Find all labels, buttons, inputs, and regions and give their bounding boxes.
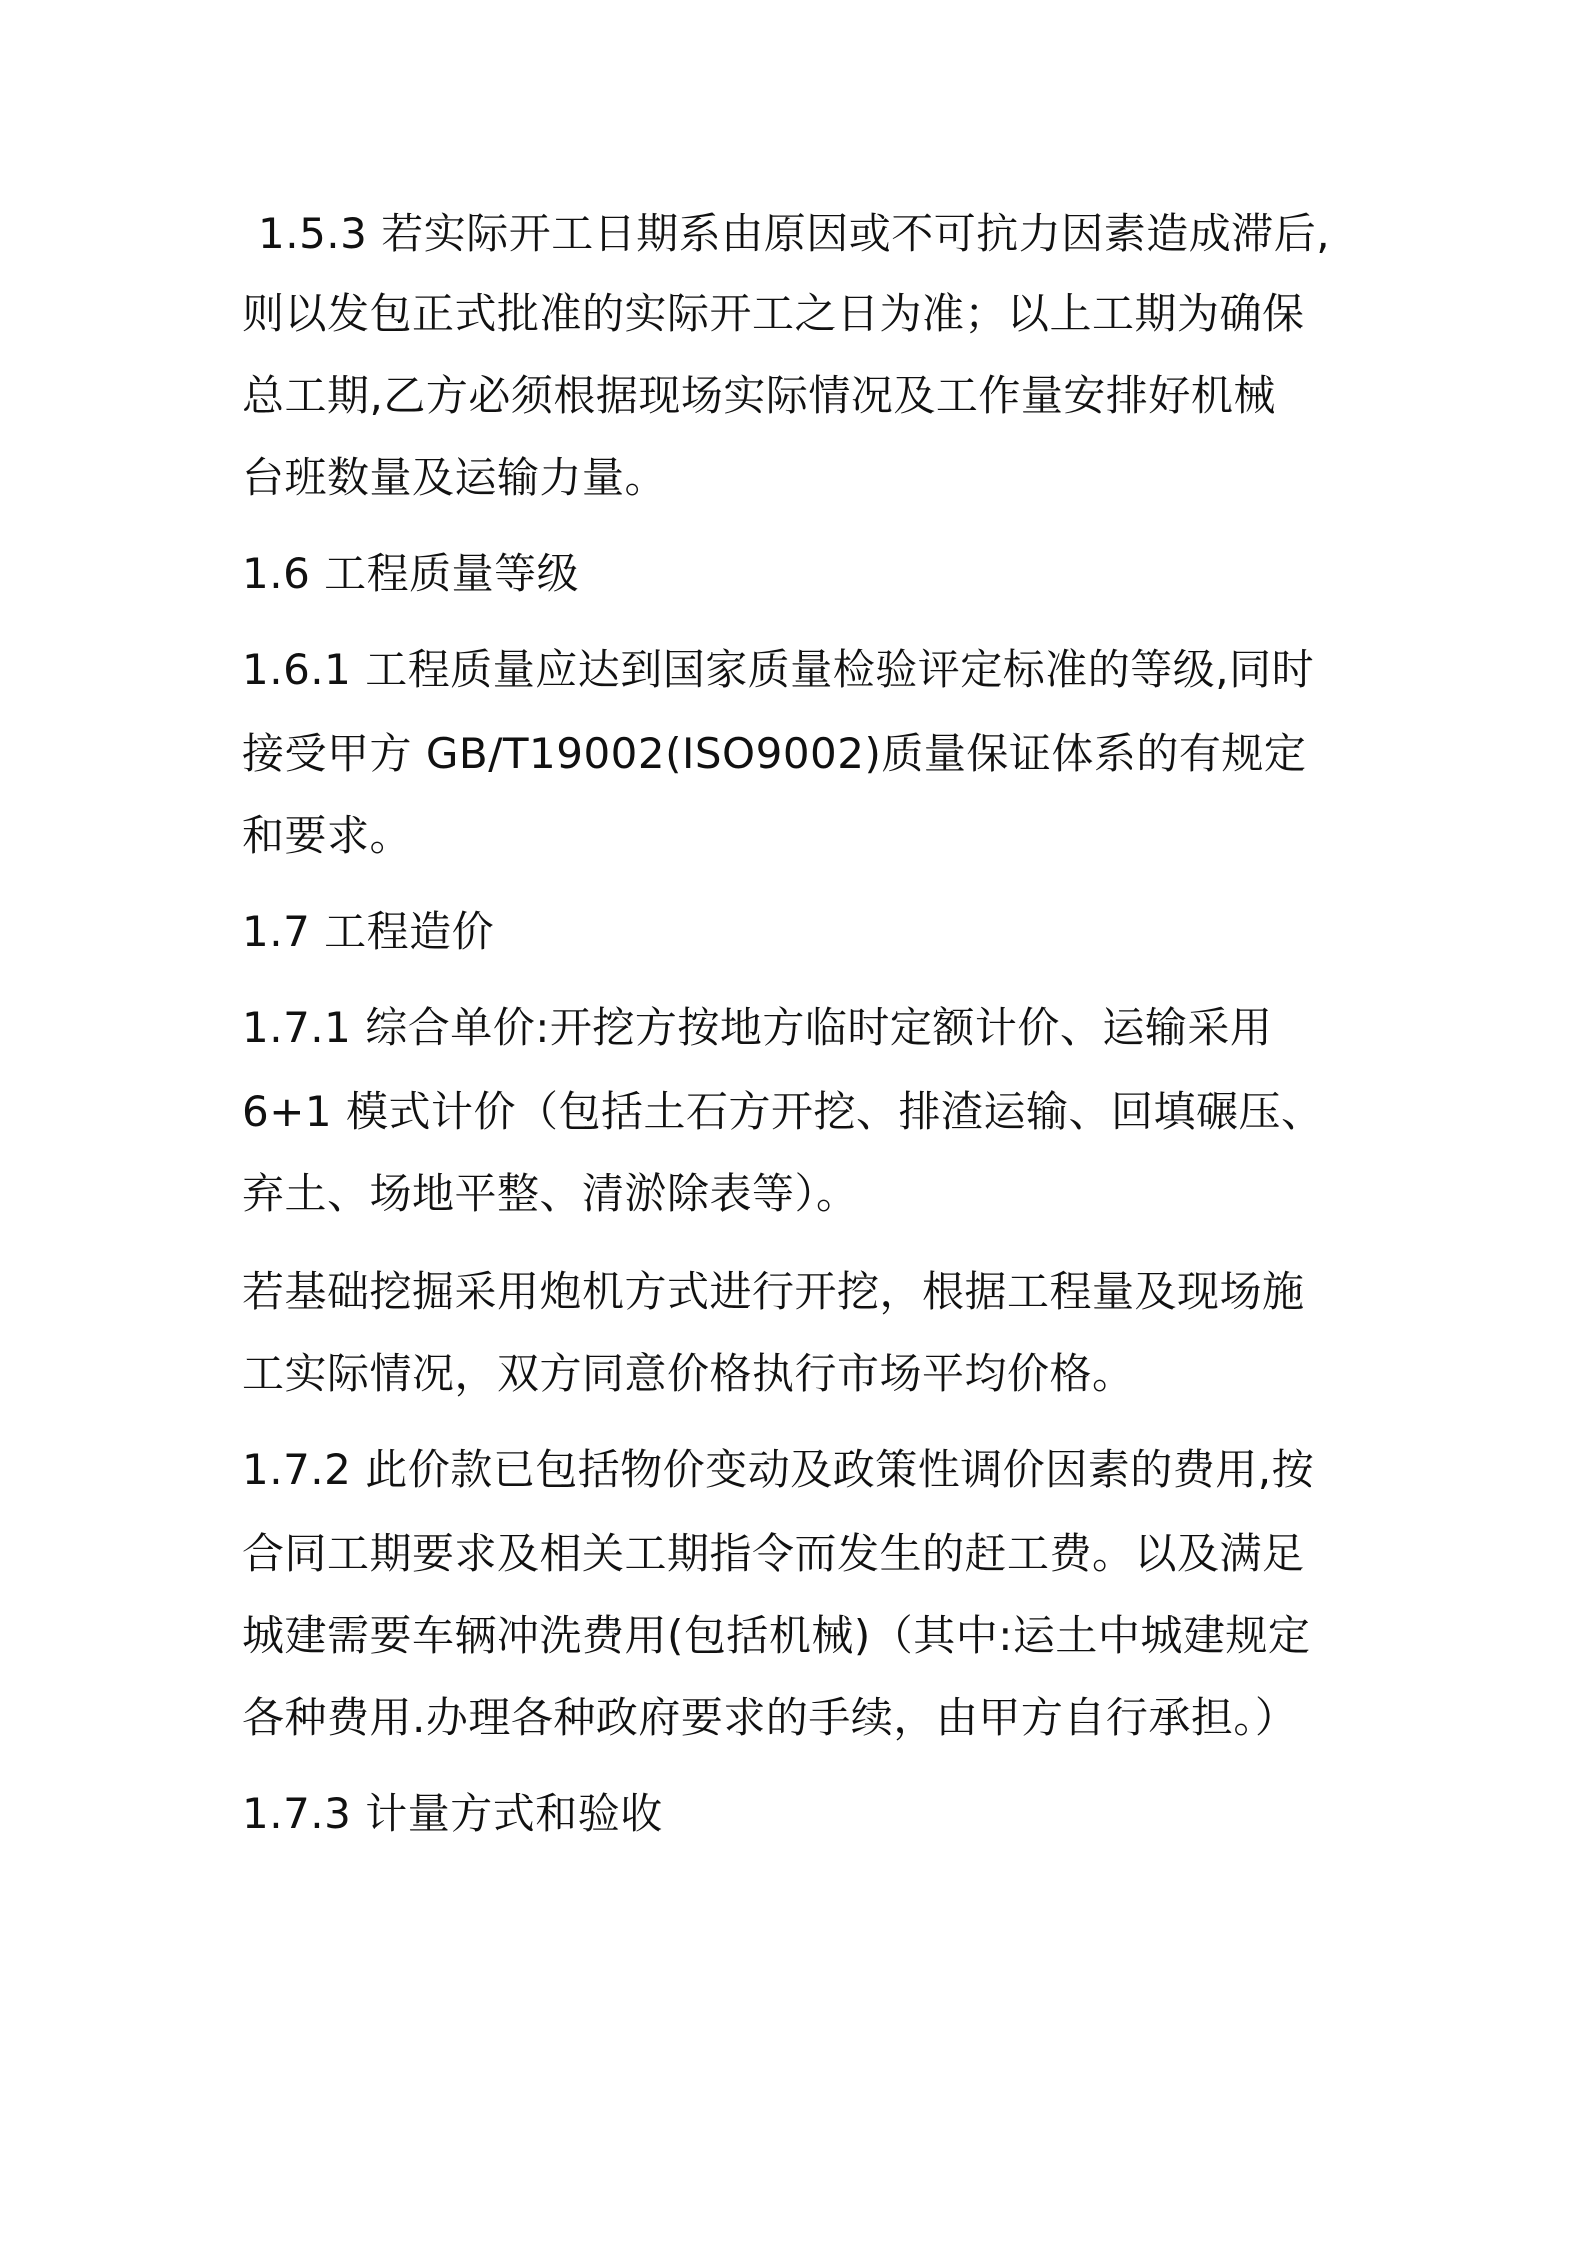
text-line: 工实际情况，双方同意价格执行市场平均价格。: [242, 1349, 1135, 1398]
text-line: 接受甲方 GB/T19002(ISO9002)质量保证体系的有规定: [242, 729, 1307, 778]
text-line: 弃土、场地平整、清淤除表等）。: [242, 1169, 859, 1218]
text-line-clause-1-7-1: 1.7.1 综合单价:开挖方按地方临时定额计价、运输采用: [242, 1003, 1273, 1052]
section-heading-1-7-3: 1.7.3 计量方式和验收: [242, 1789, 663, 1838]
text-line: 6+1 模式计价（包括土石方开挖、排渣运输、回填碾压、: [242, 1087, 1324, 1136]
text-line: 台班数量及运输力量。: [242, 453, 668, 502]
text-line: 各种费用.办理各种政府要求的手续，由甲方自行承担。）: [242, 1693, 1298, 1742]
text-line: 则以发包正式批准的实际开工之日为准；以上工期为确保: [242, 289, 1305, 338]
text-line: 和要求。: [242, 811, 413, 860]
text-line-clause-1-6-1: 1.6.1 工程质量应达到国家质量检验评定标准的等级,同时: [242, 645, 1315, 694]
section-heading-1-6: 1.6 工程质量等级: [242, 549, 580, 598]
text-line: 总工期,乙方必须根据现场实际情况及工作量安排好机械: [242, 371, 1276, 420]
text-line-clause-1-5-3: 1.5.3 若实际开工日期系由原因或不可抗力因素造成滞后,: [258, 209, 1331, 258]
text-line: 若基础挖掘采用炮机方式进行开挖，根据工程量及现场施: [242, 1267, 1305, 1316]
text-line: 合同工期要求及相关工期指令而发生的赶工费。以及满足: [242, 1529, 1305, 1578]
text-line-clause-1-7-2: 1.7.2 此价款已包括物价变动及政策性调价因素的费用,按: [242, 1445, 1315, 1494]
text-line: 城建需要车辆冲洗费用(包括机械)（其中:运土中城建规定: [242, 1611, 1311, 1660]
section-heading-1-7: 1.7 工程造价: [242, 907, 495, 956]
